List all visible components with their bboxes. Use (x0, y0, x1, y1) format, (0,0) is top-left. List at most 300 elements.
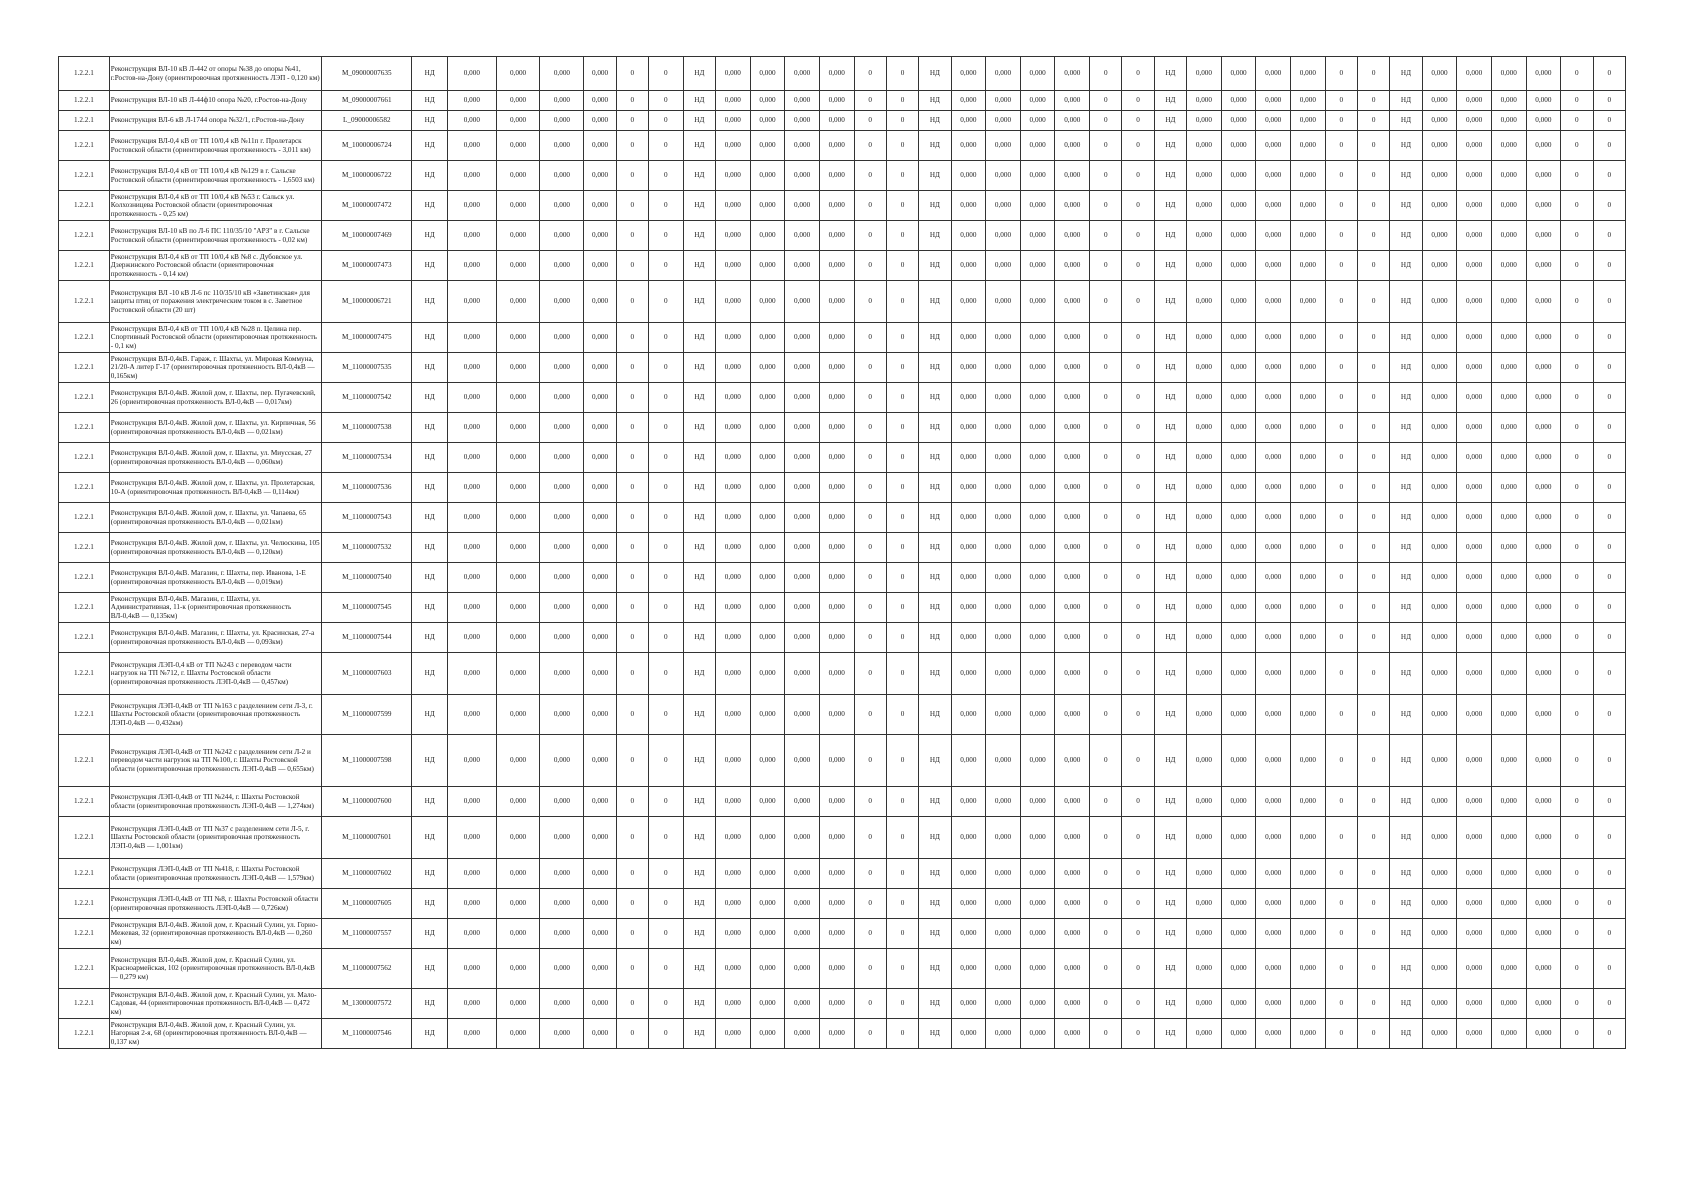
table-row (59, 949, 1626, 989)
count-cell: 0 (1090, 383, 1122, 413)
value-cell: 0,000 (986, 695, 1021, 735)
value-cell: 0,000 (1055, 131, 1090, 161)
value-cell: 0,000 (1422, 413, 1457, 443)
count-cell: 0 (1593, 817, 1625, 859)
status-cell: НД (1154, 281, 1186, 323)
count-cell: 0 (649, 413, 684, 443)
value-cell: 0,000 (1187, 949, 1222, 989)
count-cell: 0 (649, 919, 684, 949)
value-cell: 0,000 (540, 413, 584, 443)
status-cell: НД (412, 623, 448, 653)
status-cell: НД (1154, 1019, 1186, 1049)
value-cell: 0,000 (785, 695, 820, 735)
value-cell: 0,000 (1526, 889, 1561, 919)
value-cell: 0,000 (1422, 91, 1457, 111)
value-cell: 0,000 (1491, 695, 1526, 735)
value-cell: 0,000 (951, 161, 986, 191)
value-cell: 0,000 (1187, 221, 1222, 251)
row-number-cell: 1.2.2.1 (59, 533, 110, 563)
status-cell: НД (1154, 593, 1186, 623)
project-description-cell: Реконструкция ЛЭП-0,4кВ от ТП №242 с разделением сети Л-2 и переводом части нагрузок на ТП №100, г. Шахты Ростовской области (ориентировочная протяженность ЛЭП-0,4кВ — 0,655км) (109, 735, 321, 787)
count-cell: 0 (854, 735, 886, 787)
count-cell: 0 (1090, 817, 1122, 859)
value-cell: 0,000 (1020, 563, 1055, 593)
count-cell: 0 (1593, 889, 1625, 919)
status-cell: НД (683, 91, 715, 111)
value-cell: 0,000 (1256, 91, 1291, 111)
value-cell: 0,000 (986, 919, 1021, 949)
value-cell: 0,000 (951, 383, 986, 413)
value-cell: 0,000 (448, 473, 496, 503)
value-cell: 0,000 (1221, 443, 1256, 473)
count-cell: 0 (649, 989, 684, 1019)
value-cell: 0,000 (1491, 533, 1526, 563)
status-cell: НД (412, 919, 448, 949)
count-cell: 0 (854, 281, 886, 323)
count-cell: 0 (1122, 533, 1154, 563)
value-cell: 0,000 (1291, 221, 1326, 251)
value-cell: 0,000 (540, 191, 584, 221)
value-cell: 0,000 (986, 889, 1021, 919)
status-cell: НД (683, 57, 715, 91)
count-cell: 0 (649, 1019, 684, 1049)
value-cell: 0,000 (819, 817, 854, 859)
value-cell: 0,000 (1422, 533, 1457, 563)
value-cell: 0,000 (1491, 251, 1526, 281)
row-number-cell: 1.2.2.1 (59, 593, 110, 623)
value-cell: 0,000 (540, 989, 584, 1019)
value-cell: 0,000 (584, 889, 616, 919)
value-cell: 0,000 (1491, 889, 1526, 919)
value-cell: 0,000 (785, 221, 820, 251)
value-cell: 0,000 (1187, 919, 1222, 949)
count-cell: 0 (1325, 593, 1357, 623)
value-cell: 0,000 (496, 383, 540, 413)
value-cell: 0,000 (496, 889, 540, 919)
value-cell: 0,000 (750, 735, 785, 787)
value-cell: 0,000 (540, 817, 584, 859)
project-code-cell: M_11000007545 (322, 593, 412, 623)
value-cell: 0,000 (1020, 653, 1055, 695)
project-description-cell: Реконструкция ВЛ-0,4 кВ от ТП 10/0,4 кВ №11п г. Пролетарск Ростовской области (ориентировочная протяженность - 3,011 км) (109, 131, 321, 161)
status-cell: НД (919, 191, 951, 221)
status-cell: НД (1390, 989, 1422, 1019)
count-cell: 0 (649, 859, 684, 889)
value-cell: 0,000 (496, 593, 540, 623)
value-cell: 0,000 (1526, 221, 1561, 251)
value-cell: 0,000 (750, 623, 785, 653)
value-cell: 0,000 (540, 131, 584, 161)
value-cell: 0,000 (1055, 281, 1090, 323)
value-cell: 0,000 (785, 919, 820, 949)
value-cell: 0,000 (1291, 563, 1326, 593)
table-row (59, 735, 1626, 787)
count-cell: 0 (1090, 989, 1122, 1019)
table-row (59, 919, 1626, 949)
value-cell: 0,000 (750, 533, 785, 563)
status-cell: НД (919, 131, 951, 161)
value-cell: 0,000 (715, 91, 750, 111)
value-cell: 0,000 (540, 251, 584, 281)
value-cell: 0,000 (1055, 735, 1090, 787)
count-cell: 0 (1325, 503, 1357, 533)
count-cell: 0 (854, 383, 886, 413)
status-cell: НД (1154, 413, 1186, 443)
value-cell: 0,000 (819, 191, 854, 221)
value-cell: 0,000 (1187, 563, 1222, 593)
count-cell: 0 (649, 653, 684, 695)
value-cell: 0,000 (496, 191, 540, 221)
count-cell: 0 (616, 251, 648, 281)
value-cell: 0,000 (1187, 161, 1222, 191)
count-cell: 0 (1593, 57, 1625, 91)
count-cell: 0 (649, 57, 684, 91)
status-cell: НД (919, 281, 951, 323)
status-cell: НД (1390, 695, 1422, 735)
value-cell: 0,000 (540, 533, 584, 563)
value-cell: 0,000 (1491, 919, 1526, 949)
status-cell: НД (412, 91, 448, 111)
count-cell: 0 (1090, 503, 1122, 533)
value-cell: 0,000 (986, 161, 1021, 191)
value-cell: 0,000 (1256, 251, 1291, 281)
value-cell: 0,000 (1457, 473, 1492, 503)
status-cell: НД (412, 413, 448, 443)
value-cell: 0,000 (750, 817, 785, 859)
value-cell: 0,000 (750, 353, 785, 383)
value-cell: 0,000 (496, 503, 540, 533)
count-cell: 0 (1357, 593, 1389, 623)
value-cell: 0,000 (785, 111, 820, 131)
row-number-cell: 1.2.2.1 (59, 473, 110, 503)
status-cell: НД (1390, 949, 1422, 989)
count-cell: 0 (1122, 859, 1154, 889)
count-cell: 0 (854, 593, 886, 623)
value-cell: 0,000 (1526, 787, 1561, 817)
value-cell: 0,000 (1422, 57, 1457, 91)
value-cell: 0,000 (750, 787, 785, 817)
value-cell: 0,000 (1256, 563, 1291, 593)
value-cell: 0,000 (584, 111, 616, 131)
value-cell: 0,000 (785, 251, 820, 281)
table-row (59, 563, 1626, 593)
value-cell: 0,000 (715, 735, 750, 787)
value-cell: 0,000 (1422, 131, 1457, 161)
status-cell: НД (1390, 91, 1422, 111)
value-cell: 0,000 (584, 623, 616, 653)
count-cell: 0 (854, 919, 886, 949)
count-cell: 0 (1561, 859, 1593, 889)
table-row (59, 695, 1626, 735)
project-description-cell: Реконструкция ВЛ-0,4кВ. Гараж, г. Шахты, ул. Мировая Коммуна, 21/20-А литер Г-17 (ориентировочная протяженность ВЛ-0,4кВ — 0,165км) (109, 353, 321, 383)
value-cell: 0,000 (1457, 623, 1492, 653)
value-cell: 0,000 (1526, 695, 1561, 735)
status-cell: НД (683, 161, 715, 191)
value-cell: 0,000 (1256, 889, 1291, 919)
value-cell: 0,000 (1422, 281, 1457, 323)
count-cell: 0 (1357, 623, 1389, 653)
count-cell: 0 (1561, 889, 1593, 919)
value-cell: 0,000 (496, 443, 540, 473)
value-cell: 0,000 (1526, 919, 1561, 949)
value-cell: 0,000 (819, 563, 854, 593)
value-cell: 0,000 (785, 735, 820, 787)
status-cell: НД (919, 323, 951, 353)
value-cell: 0,000 (1526, 443, 1561, 473)
count-cell: 0 (886, 949, 918, 989)
count-cell: 0 (649, 563, 684, 593)
status-cell: НД (412, 859, 448, 889)
project-description-cell: Реконструкция ВЛ -10 кВ Л-6 пс 110/35/10 кВ «Заветинская» для защиты птиц от поражения электрическим током в с. Заветное Ростовской области (20 шт) (109, 281, 321, 323)
count-cell: 0 (886, 131, 918, 161)
count-cell: 0 (886, 817, 918, 859)
value-cell: 0,000 (785, 383, 820, 413)
value-cell: 0,000 (1256, 623, 1291, 653)
value-cell: 0,000 (448, 323, 496, 353)
value-cell: 0,000 (584, 919, 616, 949)
value-cell: 0,000 (785, 413, 820, 443)
value-cell: 0,000 (715, 57, 750, 91)
value-cell: 0,000 (1422, 653, 1457, 695)
value-cell: 0,000 (951, 353, 986, 383)
value-cell: 0,000 (496, 1019, 540, 1049)
count-cell: 0 (854, 111, 886, 131)
value-cell: 0,000 (1055, 111, 1090, 131)
value-cell: 0,000 (715, 111, 750, 131)
status-cell: НД (919, 787, 951, 817)
value-cell: 0,000 (584, 383, 616, 413)
count-cell: 0 (1090, 111, 1122, 131)
status-cell: НД (1390, 281, 1422, 323)
count-cell: 0 (1122, 251, 1154, 281)
value-cell: 0,000 (1291, 735, 1326, 787)
count-cell: 0 (1357, 859, 1389, 889)
status-cell: НД (683, 191, 715, 221)
value-cell: 0,000 (584, 323, 616, 353)
value-cell: 0,000 (1221, 787, 1256, 817)
value-cell: 0,000 (986, 251, 1021, 281)
status-cell: НД (1154, 735, 1186, 787)
status-cell: НД (412, 353, 448, 383)
value-cell: 0,000 (819, 533, 854, 563)
status-cell: НД (1154, 787, 1186, 817)
count-cell: 0 (616, 473, 648, 503)
table-row (59, 161, 1626, 191)
value-cell: 0,000 (715, 413, 750, 443)
value-cell: 0,000 (448, 889, 496, 919)
status-cell: НД (919, 353, 951, 383)
value-cell: 0,000 (1187, 859, 1222, 889)
value-cell: 0,000 (1221, 989, 1256, 1019)
count-cell: 0 (1122, 623, 1154, 653)
value-cell: 0,000 (1020, 1019, 1055, 1049)
status-cell: НД (412, 889, 448, 919)
count-cell: 0 (1357, 323, 1389, 353)
value-cell: 0,000 (785, 653, 820, 695)
count-cell: 0 (1122, 949, 1154, 989)
value-cell: 0,000 (750, 443, 785, 473)
status-cell: НД (412, 1019, 448, 1049)
status-cell: НД (1390, 251, 1422, 281)
row-number-cell: 1.2.2.1 (59, 623, 110, 653)
table-row (59, 817, 1626, 859)
status-cell: НД (919, 623, 951, 653)
project-code-cell: M_11000007542 (322, 383, 412, 413)
value-cell: 0,000 (1020, 131, 1055, 161)
count-cell: 0 (1090, 131, 1122, 161)
value-cell: 0,000 (1055, 383, 1090, 413)
value-cell: 0,000 (1187, 817, 1222, 859)
row-number-cell: 1.2.2.1 (59, 91, 110, 111)
value-cell: 0,000 (951, 563, 986, 593)
value-cell: 0,000 (1526, 383, 1561, 413)
table-row (59, 889, 1626, 919)
value-cell: 0,000 (785, 623, 820, 653)
status-cell: НД (683, 383, 715, 413)
value-cell: 0,000 (986, 191, 1021, 221)
count-cell: 0 (854, 533, 886, 563)
value-cell: 0,000 (1221, 919, 1256, 949)
row-number-cell: 1.2.2.1 (59, 503, 110, 533)
value-cell: 0,000 (819, 473, 854, 503)
value-cell: 0,000 (951, 989, 986, 1019)
project-description-cell: Реконструкция ЛЭП-0,4кВ от ТП №8, г. Шахты Ростовской области (ориентировочная протяженность ЛЭП-0,4кВ — 0,726км) (109, 889, 321, 919)
value-cell: 0,000 (1526, 593, 1561, 623)
value-cell: 0,000 (1020, 593, 1055, 623)
value-cell: 0,000 (1221, 563, 1256, 593)
project-code-cell: M_11000007535 (322, 353, 412, 383)
status-cell: НД (1390, 859, 1422, 889)
value-cell: 0,000 (1291, 889, 1326, 919)
value-cell: 0,000 (715, 859, 750, 889)
value-cell: 0,000 (1256, 1019, 1291, 1049)
value-cell: 0,000 (584, 695, 616, 735)
value-cell: 0,000 (1020, 473, 1055, 503)
value-cell: 0,000 (1291, 443, 1326, 473)
value-cell: 0,000 (1221, 251, 1256, 281)
value-cell: 0,000 (951, 949, 986, 989)
status-cell: НД (919, 413, 951, 443)
count-cell: 0 (1325, 111, 1357, 131)
value-cell: 0,000 (448, 251, 496, 281)
count-cell: 0 (886, 191, 918, 221)
value-cell: 0,000 (1291, 695, 1326, 735)
count-cell: 0 (854, 251, 886, 281)
value-cell: 0,000 (819, 161, 854, 191)
status-cell: НД (1154, 251, 1186, 281)
value-cell: 0,000 (540, 221, 584, 251)
value-cell: 0,000 (819, 281, 854, 323)
value-cell: 0,000 (1055, 989, 1090, 1019)
value-cell: 0,000 (1187, 57, 1222, 91)
value-cell: 0,000 (1221, 473, 1256, 503)
value-cell: 0,000 (448, 503, 496, 533)
count-cell: 0 (854, 695, 886, 735)
count-cell: 0 (1122, 191, 1154, 221)
value-cell: 0,000 (715, 353, 750, 383)
count-cell: 0 (1325, 949, 1357, 989)
value-cell: 0,000 (951, 735, 986, 787)
project-description-cell: Реконструкция ВЛ-0,4 кВ от ТП 10/0,4 кВ №28 п. Целина пер. Спортивный Ростовской области (ориентировочная протяженность - 0,1 км) (109, 323, 321, 353)
value-cell: 0,000 (1291, 653, 1326, 695)
value-cell: 0,000 (496, 57, 540, 91)
value-cell: 0,000 (1457, 353, 1492, 383)
project-description-cell: Реконструкция ВЛ-0,4кВ. Магазин, г. Шахты, ул. Административная, 11-к (ориентировочная протяженность ВЛ-0,4кВ — 0,135км) (109, 593, 321, 623)
project-code-cell: M_11000007600 (322, 787, 412, 817)
value-cell: 0,000 (1526, 817, 1561, 859)
count-cell: 0 (1357, 989, 1389, 1019)
count-cell: 0 (649, 383, 684, 413)
value-cell: 0,000 (951, 533, 986, 563)
project-description-cell: Реконструкция ВЛ-0,4кВ. Жилой дом, г. Шахты, ул. Чапаева, 65 (ориентировочная протяженность ВЛ-0,4кВ — 0,021км) (109, 503, 321, 533)
status-cell: НД (919, 91, 951, 111)
value-cell: 0,000 (819, 919, 854, 949)
status-cell: НД (1390, 443, 1422, 473)
value-cell: 0,000 (1422, 383, 1457, 413)
value-cell: 0,000 (1020, 413, 1055, 443)
status-cell: НД (683, 281, 715, 323)
count-cell: 0 (854, 623, 886, 653)
count-cell: 0 (1561, 735, 1593, 787)
status-cell: НД (1154, 91, 1186, 111)
count-cell: 0 (1090, 1019, 1122, 1049)
count-cell: 0 (1357, 889, 1389, 919)
value-cell: 0,000 (496, 949, 540, 989)
value-cell: 0,000 (1457, 191, 1492, 221)
count-cell: 0 (1325, 323, 1357, 353)
count-cell: 0 (649, 735, 684, 787)
row-number-cell: 1.2.2.1 (59, 695, 110, 735)
status-cell: НД (1390, 533, 1422, 563)
value-cell: 0,000 (1221, 623, 1256, 653)
value-cell: 0,000 (540, 653, 584, 695)
count-cell: 0 (1090, 251, 1122, 281)
row-number-cell: 1.2.2.1 (59, 949, 110, 989)
table-row (59, 473, 1626, 503)
value-cell: 0,000 (448, 191, 496, 221)
status-cell: НД (1154, 695, 1186, 735)
value-cell: 0,000 (1526, 473, 1561, 503)
count-cell: 0 (1090, 859, 1122, 889)
value-cell: 0,000 (448, 413, 496, 443)
count-cell: 0 (649, 443, 684, 473)
table-row (59, 787, 1626, 817)
count-cell: 0 (886, 111, 918, 131)
count-cell: 0 (1325, 1019, 1357, 1049)
value-cell: 0,000 (750, 989, 785, 1019)
value-cell: 0,000 (986, 131, 1021, 161)
value-cell: 0,000 (785, 353, 820, 383)
project-description-cell: Реконструкция ВЛ-0,4кВ. Магазин, г. Шахты, ул. Красинская, 27-а (ориентировочная протяженность ВЛ-0,4кВ — 0,093км) (109, 623, 321, 653)
status-cell: НД (1390, 383, 1422, 413)
value-cell: 0,000 (1221, 413, 1256, 443)
count-cell: 0 (1325, 281, 1357, 323)
value-cell: 0,000 (1291, 413, 1326, 443)
value-cell: 0,000 (1055, 221, 1090, 251)
value-cell: 0,000 (1055, 353, 1090, 383)
status-cell: НД (1390, 653, 1422, 695)
status-cell: НД (1154, 889, 1186, 919)
row-number-cell: 1.2.2.1 (59, 191, 110, 221)
value-cell: 0,000 (584, 57, 616, 91)
value-cell: 0,000 (951, 695, 986, 735)
value-cell: 0,000 (951, 623, 986, 653)
value-cell: 0,000 (540, 111, 584, 131)
status-cell: НД (919, 443, 951, 473)
count-cell: 0 (1325, 533, 1357, 563)
status-cell: НД (1390, 593, 1422, 623)
project-description-cell: Реконструкция ВЛ-6 кВ Л-1744 опора №32/1, г.Ростов-на-Дону (109, 111, 321, 131)
